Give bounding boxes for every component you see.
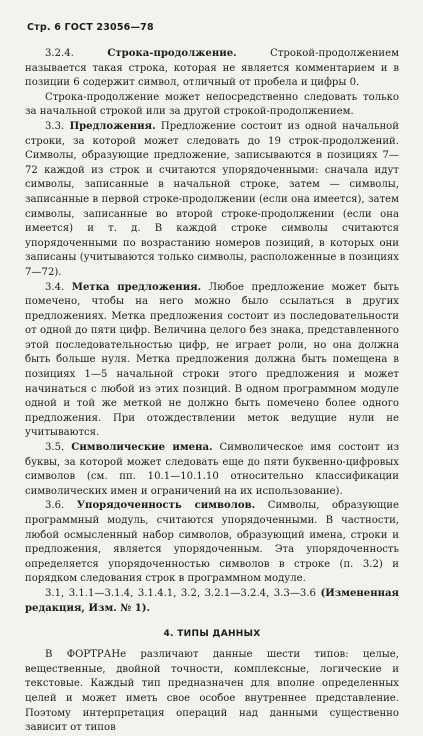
section-title-data-types: 4. ТИПЫ ДАННЫХ xyxy=(163,629,261,640)
clause-number: 3.5. xyxy=(45,442,72,454)
paragraph-3-5 xyxy=(25,441,399,499)
paragraph-3-4 xyxy=(25,281,399,442)
clause-term: Символические имена. xyxy=(71,442,213,454)
clause-number: 3.3. xyxy=(45,120,70,132)
clause-text: Символы, образующие программный модуль, считаются упорядоченными. В частности, любой осмысленный набор символов, образующий имена, строки и предложения, является упорядоченным. Эта упорядоченность определяется упорядоченностью символов в строке (п. 3.2) и порядком следования строк в программном модуле. xyxy=(25,500,399,585)
clause-term: Предложения. xyxy=(69,120,156,132)
clause-number: 3.2.4. xyxy=(45,48,108,59)
amendment-clauses: 3.1, 3.1.1—3.1.4, 3.1.4.1, 3.2, 3.2.1—3.2.4, 3.3—3.6 xyxy=(45,587,321,599)
paragraph-3-6 xyxy=(25,499,399,587)
paragraph-3-3 xyxy=(25,120,399,281)
clause-term: Упорядоченность символов. xyxy=(76,500,256,512)
page-header: Стр. 6 ГОСТ 23056—78 xyxy=(27,22,154,33)
clause-text: Строкой-продолжением называется такая строка, которая не является комментарием и в позиции 6 содержит символ, отличный от пробела и цифры 0. xyxy=(25,48,399,89)
clause-number: 3.6. xyxy=(45,500,77,512)
amendment-label: (Измененная редакция, Изм. № 1). xyxy=(25,587,399,614)
paragraph-4: В ФОРТРАНе различают данные шести типов: целые, вещественные, двойной точности, комплексные, логические и текстовые. Каждый тип предназначен для вполне определенных целей и может иметь свое особое внутреннее представление. Поэтому интерпретация операций над данными существенно зависит от типов xyxy=(25,649,399,734)
clause-text: Предложение состоит из одной начальной строки, за которой может следовать до 19 строк-продолжений. Символы, образующие предложение, записываются в позициях 7—72 каждой из строк и считаются упорядоченными: сначала идут символы, записанные в начальной строке, затем — символы, записанные в первой строке-продолжении (если она имеется), затем символы, записанные во второй строке-продолжении (если она имеется) и т. д. В каждой строке символы считаются упорядоченными по возрастанию номеров позиций, в которых они записаны (учитываются только символы, расположенные в позициях 7—72). xyxy=(25,120,399,278)
paragraph-3-2-4-continued: Строка-продолжение может непосредственно следовать только за начальной строкой или за другой строкой-продолжением. xyxy=(25,91,399,118)
clause-text: Символическое имя состоит из буквы, за которой может следовать еще до пяти буквенно-цифровых символов (см. пп. 10.1—10.1.10 относительно классификации символических имен и ограничений на их использование). xyxy=(25,442,399,497)
clause-term: Метка предложения. xyxy=(71,281,202,293)
amendment-note xyxy=(25,587,399,616)
clause-term: Строка-продолжение. xyxy=(107,48,237,59)
paragraph-3-2-4 xyxy=(25,47,399,91)
clause-text: Любое предложение может быть помечено, чтобы на него можно было ссылаться в других предложениях. Метка предложения состоит из последовательности от одной до пяти цифр. Величина целого без знака, представленного этой последовательностью цифр, не играет роли, но она должна быть больше нуля. Метка предложения должна быть помещена в позициях 1—5 начальной строки этого предложения и может начинаться с любой из этих позиций. В одном программном модуле одной и той же меткой не должно быть помечено более одного предложения. При отождествлении меток ведущие нули не учитываются. xyxy=(25,281,399,439)
clause-number: 3.4. xyxy=(45,281,72,293)
